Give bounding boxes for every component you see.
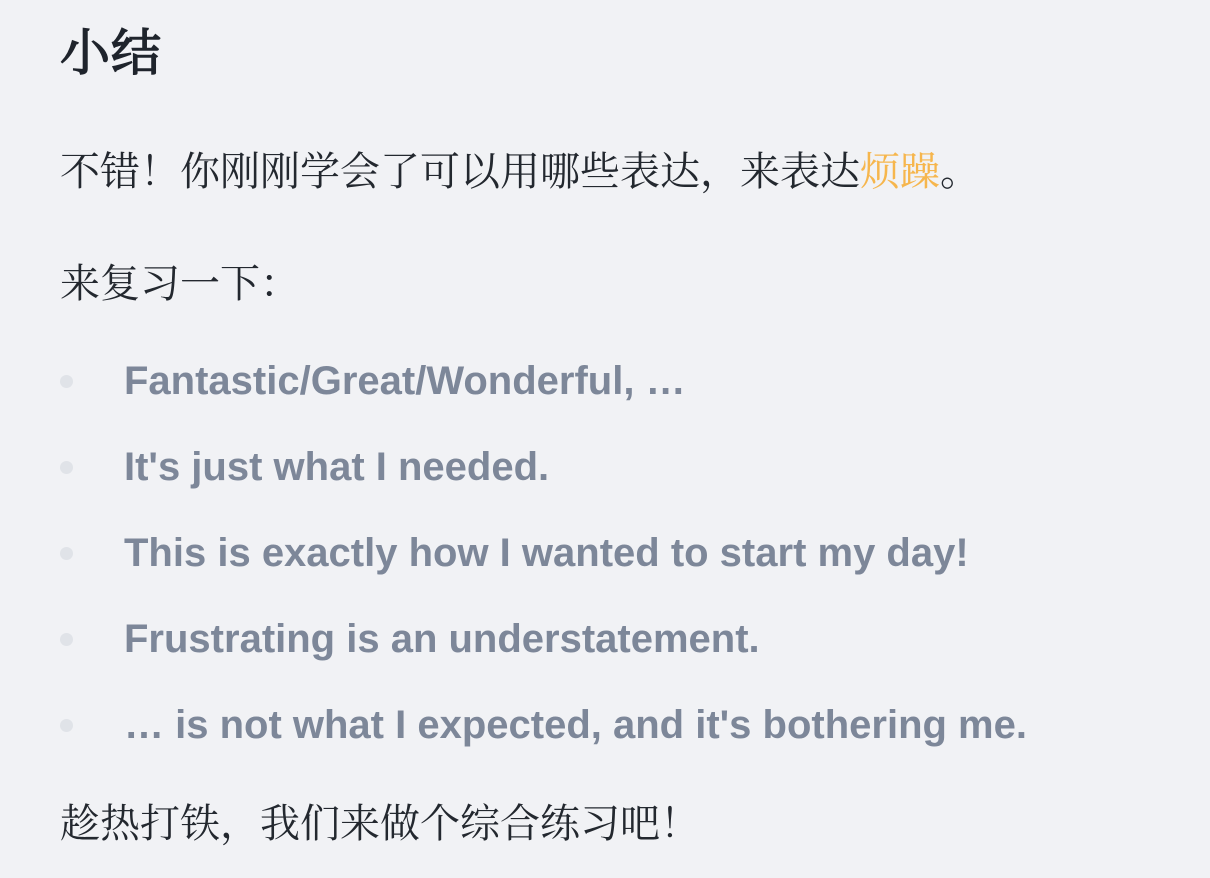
bullet-icon <box>60 633 73 646</box>
phrase-text: This is exactly how I wanted to start my day! <box>124 530 969 575</box>
list-item <box>60 424 1160 510</box>
phrase-text: … is not what I expected, and it's bothering me. <box>124 702 1027 747</box>
bullet-icon <box>60 461 73 474</box>
bullet-icon <box>60 547 73 560</box>
list-item <box>60 682 1160 768</box>
phrase-text: Fantastic/Great/Wonderful, … <box>124 358 686 403</box>
phrase-text: Frustrating is an understatement. <box>124 616 760 661</box>
list-item <box>60 596 1160 682</box>
list-item <box>60 510 1160 596</box>
list-item <box>60 338 1160 424</box>
highlighted-word: 烦躁 <box>860 149 940 195</box>
expression-list <box>60 338 1160 768</box>
bullet-icon <box>60 719 73 732</box>
phrase-text: It's just what I needed. <box>124 444 550 489</box>
closing-text: 趁热打铁，我们来做个综合练习吧！ <box>60 801 700 847</box>
summary-title: 小结 <box>60 24 162 82</box>
bullet-icon <box>60 375 73 388</box>
intro-text <box>60 144 980 200</box>
review-label: 来复习一下： <box>60 261 300 307</box>
intro-prefix: 不错！你刚刚学会了可以用哪些表达，来表达 <box>60 149 860 195</box>
intro-suffix: 。 <box>940 149 980 195</box>
